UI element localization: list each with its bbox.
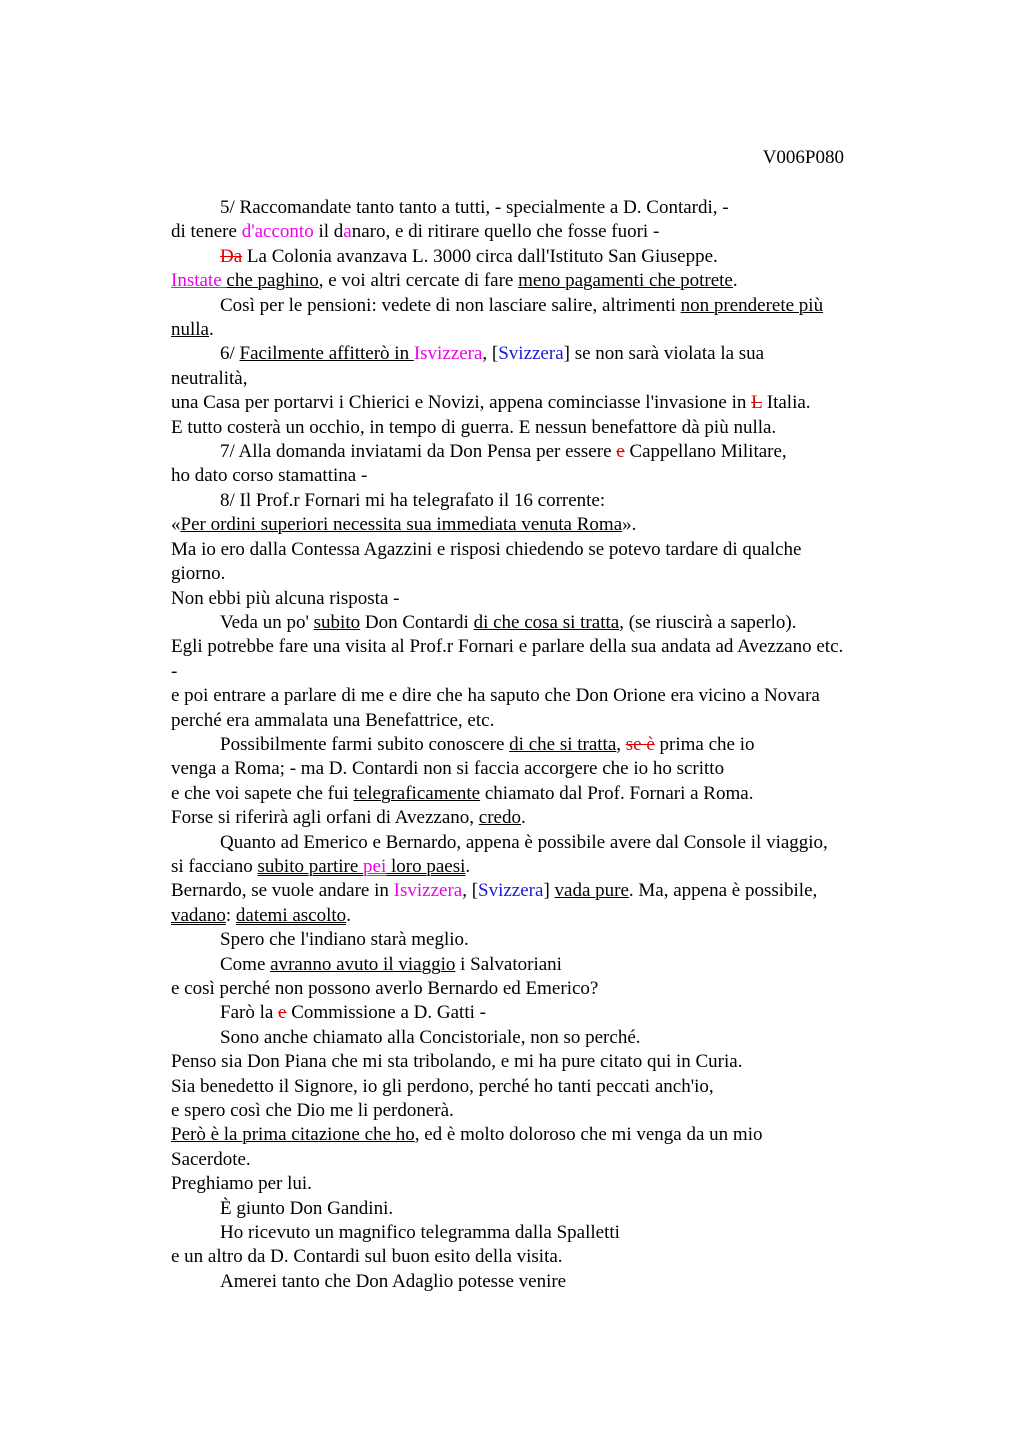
text-run: 7/ Alla domanda inviatami da Don Pensa per essere	[220, 441, 617, 463]
text-run: Amerei tanto che Don Adaglio potesse venire	[220, 1270, 567, 1292]
text-run: Preghiamo per lui.	[171, 1173, 312, 1195]
text-run: ».	[622, 514, 637, 536]
text-line	[171, 318, 911, 342]
text-line	[171, 1123, 911, 1147]
text-run: si facciano	[171, 855, 258, 877]
text-run: giorno.	[171, 563, 226, 585]
text-line	[171, 342, 911, 366]
text-run: i Salvatoriani	[455, 953, 562, 975]
text-line	[171, 733, 911, 757]
text-run: credo	[478, 807, 521, 829]
text-run: Svizzera	[498, 343, 564, 365]
text-run: Instate	[171, 270, 227, 292]
text-run: Possibilmente farmi subito conoscere	[220, 733, 510, 755]
text-line	[171, 635, 911, 659]
text-run: ,	[616, 733, 626, 755]
text-run: vada pure	[554, 880, 629, 902]
text-run: Don Contardi	[360, 611, 474, 633]
text-run: pei	[363, 855, 387, 877]
text-line	[171, 904, 911, 928]
text-line	[171, 587, 911, 611]
text-line	[171, 1197, 911, 1221]
text-line	[171, 611, 911, 635]
text-run: Svizzera	[478, 880, 544, 902]
text-run: Isvizzera	[413, 343, 483, 365]
text-line	[171, 391, 911, 415]
text-run: Da	[220, 245, 243, 267]
text-line	[171, 660, 911, 684]
text-line	[171, 782, 911, 806]
text-run: Facilmente affitterò in	[239, 343, 414, 365]
text-run: :	[225, 904, 236, 926]
text-run: non prenderete più	[680, 294, 824, 316]
text-run: Farò la	[220, 1002, 279, 1024]
page-identifier: V006P080	[762, 147, 844, 168]
text-line	[171, 977, 911, 1001]
text-line	[171, 855, 911, 879]
text-run: .	[465, 855, 471, 877]
text-line	[171, 1245, 911, 1269]
text-run: una Casa per portarvi i Chierici e Novizi, appena cominciasse l'invasione in	[171, 392, 752, 414]
text-run: , ed è molto doloroso che mi venga da un mio	[414, 1124, 763, 1146]
text-line	[171, 416, 911, 440]
text-run: il d	[313, 221, 344, 243]
text-run: e così perché non possono averlo Bernardo ed Emerico?	[171, 978, 599, 999]
text-run: ] se non sarà violata la sua	[563, 343, 765, 365]
text-run: L	[751, 392, 763, 414]
text-run: , [	[462, 880, 479, 902]
text-run: .	[346, 904, 351, 926]
text-run: Ho ricevuto un magnifico telegramma dalla Spalletti	[220, 1222, 620, 1244]
text-run: Quanto ad Emerico e Bernardo, appena è possibile avere dal Console il viaggio,	[220, 831, 828, 853]
text-run: Penso sia Don Piana che mi sta tribolando, e mi ha pure citato qui in Curia.	[171, 1051, 743, 1073]
text-run: È giunto Don Gandini.	[220, 1197, 394, 1219]
text-line	[171, 1148, 911, 1172]
text-line	[171, 562, 911, 586]
text-run: Commissione a D. Gatti -	[286, 1002, 486, 1024]
text-run: , e voi altri cercate di fare	[318, 270, 519, 292]
text-run: ho dato corso stamattina -	[171, 465, 368, 487]
text-run: 6/	[220, 343, 240, 365]
text-line	[171, 220, 911, 244]
text-run: , (se riuscirà a saperlo).	[619, 611, 797, 633]
text-run: prima che io	[654, 733, 755, 755]
text-run: Egli potrebbe fare una visita al Prof.r Fornari e parlare della sua andata ad Avezzano etc.	[171, 636, 844, 658]
text-run: Non ebbi più alcuna risposta -	[171, 587, 400, 609]
text-run: e un altro da D. Contardi sul buon esito della visita.	[171, 1246, 563, 1268]
text-line	[171, 245, 911, 269]
text-run: Sono anche chiamato alla Concistoriale, non so perché.	[220, 1026, 641, 1048]
text-line	[171, 1099, 911, 1123]
text-run: meno pagamenti che potrete	[518, 270, 733, 292]
text-run: che paghino	[226, 270, 319, 292]
text-line	[171, 513, 911, 537]
text-run: avranno avuto il viaggio	[270, 953, 456, 975]
text-line	[171, 879, 911, 903]
text-line	[171, 1172, 911, 1196]
text-run: Però è la prima citazione che ho	[171, 1124, 415, 1146]
text-run: naro, e di ritirare quello che fosse fuori -	[351, 221, 660, 243]
text-run: , [	[482, 343, 499, 365]
text-line	[171, 1050, 911, 1074]
text-line	[171, 831, 911, 855]
text-run: .	[732, 270, 738, 292]
text-run: subito partire	[257, 855, 364, 877]
text-run: 5/ Raccomandate tanto tanto a tutti, - specialmente a D. Contardi, -	[220, 197, 729, 218]
text-line	[171, 464, 911, 488]
text-line	[171, 709, 911, 733]
text-run: neutralità,	[171, 367, 248, 389]
text-run: d'acconto	[241, 221, 314, 243]
text-line	[171, 757, 911, 781]
text-run: e	[616, 441, 625, 463]
text-line	[171, 196, 911, 220]
text-line	[171, 1270, 911, 1294]
text-run: nulla	[171, 319, 209, 341]
text-line	[171, 367, 911, 391]
text-run: se è	[625, 733, 655, 755]
text-run: Spero che l'indiano starà meglio.	[220, 929, 469, 951]
text-run: e	[278, 1002, 287, 1024]
text-line	[171, 538, 911, 562]
text-run: Così per le pensioni: vedete di non lasciare salire, altrimenti	[220, 294, 681, 316]
text-run: 8/ Il Prof.r Fornari mi ha telegrafato il 16 corrente:	[220, 489, 606, 511]
text-run: di che si tratta	[509, 733, 617, 755]
text-line	[171, 294, 911, 318]
text-run: Forse si riferirà agli orfani di Avezzano,	[171, 807, 479, 829]
text-line	[171, 1026, 911, 1050]
text-line	[171, 928, 911, 952]
text-line	[171, 684, 911, 708]
text-run: ]	[543, 880, 555, 902]
text-run: perché era ammalata una Benefattrice, etc.	[171, 709, 495, 731]
text-run: venga a Roma; - ma D. Contardi non si faccia accorgere che io ho scritto	[171, 758, 725, 780]
text-line	[171, 269, 911, 293]
text-run: datemi ascolto	[235, 904, 347, 926]
text-line	[171, 806, 911, 830]
text-line	[171, 440, 911, 464]
text-run: Come	[220, 953, 271, 975]
text-run: a	[343, 221, 352, 243]
text-run: di che cosa si tratta	[473, 611, 620, 633]
text-line	[171, 1221, 911, 1245]
text-run: e spero così che Dio me li perdonerà.	[171, 1100, 454, 1122]
text-run: Cappellano Militare,	[624, 441, 787, 463]
text-run: telegraficamente	[353, 782, 481, 804]
letter-body	[171, 196, 911, 1294]
text-run: e che voi sapete che fui	[171, 782, 354, 804]
text-line	[171, 953, 911, 977]
text-run: La Colonia avanzava L. 3000 circa dall'Istituto San Giuseppe.	[242, 245, 718, 267]
text-run: Italia.	[762, 392, 811, 414]
text-run: . Ma, appena è possibile,	[628, 880, 818, 902]
text-run: e poi entrare a parlare di me e dire che ha saputo che Don Orione era vicino a Novara	[171, 685, 820, 707]
text-run: E tutto costerà un occhio, in tempo di guerra. E nessun benefattore dà più nulla.	[171, 416, 777, 438]
text-run: Veda un po'	[220, 611, 314, 633]
text-run: loro paesi	[386, 855, 466, 877]
text-line	[171, 1001, 911, 1025]
text-run: di tenere	[171, 221, 242, 243]
text-run: Isvizzera	[393, 880, 463, 902]
text-run: Per ordini superiori necessita sua immediata venuta Roma	[180, 514, 623, 536]
text-run: Sia benedetto il Signore, io gli perdono, perché ho tanti peccati anch'io,	[171, 1075, 714, 1097]
text-run: .	[209, 319, 214, 341]
text-run: chiamato dal Prof. Fornari a Roma.	[480, 782, 754, 804]
text-run: Sacerdote.	[171, 1148, 251, 1170]
text-run: -	[171, 660, 178, 682]
text-run: subito	[313, 611, 361, 633]
text-run: Bernardo, se vuole andare in	[171, 880, 394, 902]
text-run: «	[171, 514, 181, 536]
text-run: vadano	[171, 904, 226, 926]
text-line	[171, 489, 911, 513]
text-line	[171, 1075, 911, 1099]
text-run: .	[520, 807, 526, 829]
text-run: Ma io ero dalla Contessa Agazzini e risposi chiedendo se potevo tardare di qualche	[171, 538, 802, 560]
